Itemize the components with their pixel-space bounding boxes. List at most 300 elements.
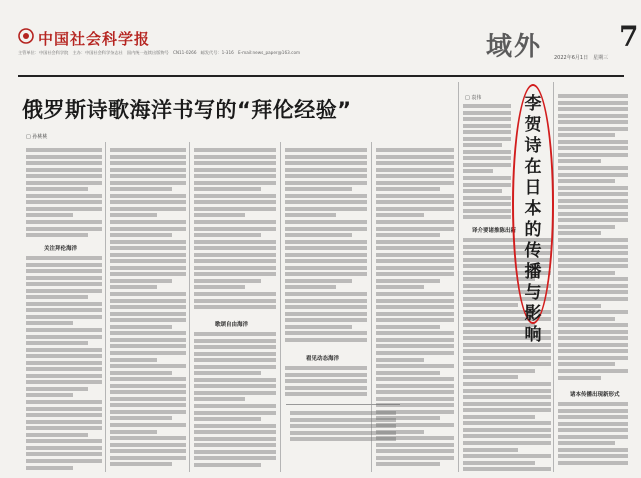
text-line: [110, 161, 186, 165]
text-line: [285, 331, 367, 335]
text-line: [110, 220, 186, 224]
text-line: [285, 318, 367, 322]
text-line: [26, 220, 102, 224]
text-line: [285, 213, 336, 217]
text-line: [558, 304, 601, 308]
text-line: [558, 323, 628, 327]
article-column-text: [26, 148, 102, 240]
text-line: [110, 371, 172, 375]
text-line: [26, 367, 102, 371]
text-line: [285, 366, 367, 370]
text-line: [376, 227, 454, 231]
text-line: [376, 423, 454, 427]
text-line: [26, 361, 102, 365]
text-line: [194, 259, 276, 263]
text-line: [194, 200, 276, 204]
text-line: [558, 225, 615, 229]
text-line: [285, 168, 367, 172]
text-line: [558, 146, 628, 150]
text-line: [376, 155, 454, 159]
text-line: [285, 312, 367, 316]
text-line: [110, 331, 186, 335]
text-line: [558, 376, 601, 380]
text-line: [463, 415, 535, 419]
text-line: [376, 403, 454, 407]
text-line: [194, 450, 276, 454]
text-line: [376, 371, 440, 375]
text-line: [194, 437, 276, 441]
text-line: [558, 290, 628, 294]
text-line: [194, 424, 276, 428]
text-line: [558, 258, 628, 262]
text-line: [376, 397, 454, 401]
text-line: [558, 245, 628, 249]
text-line: [194, 220, 276, 224]
text-line: [463, 209, 511, 213]
text-line: [558, 264, 628, 268]
article-column-text: [110, 148, 186, 474]
newspaper-logo-icon: [18, 28, 34, 44]
text-line: [26, 400, 102, 404]
text-line: [376, 416, 440, 420]
text-line: [463, 303, 518, 307]
text-line: [194, 227, 276, 231]
text-line: [558, 120, 628, 124]
text-line: [558, 199, 628, 203]
text-line: [463, 150, 511, 154]
text-line: [463, 395, 551, 399]
masthead: [18, 20, 639, 70]
text-line: [110, 272, 186, 276]
text-line: [194, 365, 276, 369]
text-line: [110, 416, 172, 420]
text-line: [558, 94, 628, 98]
text-line: [110, 259, 186, 263]
text-line: [110, 430, 157, 434]
sidebar-column-text: [558, 94, 628, 386]
text-line: [26, 452, 102, 456]
text-line: [194, 305, 276, 309]
text-line: [463, 428, 551, 432]
text-line: [110, 155, 186, 159]
text-line: [558, 362, 615, 366]
text-line: [463, 349, 551, 353]
text-line: [285, 220, 367, 224]
text-line: [376, 259, 454, 263]
text-line: [463, 196, 511, 200]
text-line: [285, 386, 367, 390]
text-line: [285, 187, 352, 191]
text-line: [558, 330, 628, 334]
text-line: [285, 266, 367, 270]
text-line: [376, 213, 424, 217]
text-line: [110, 338, 186, 342]
text-line: [463, 467, 551, 471]
text-line: [26, 161, 102, 165]
text-line: [110, 390, 186, 394]
text-line: [285, 253, 367, 257]
text-line: [376, 161, 454, 165]
text-line: [110, 187, 172, 191]
text-line: [110, 253, 186, 257]
text-line: [463, 448, 518, 452]
column-divider: [458, 82, 459, 472]
text-line: [376, 364, 454, 368]
text-line: [26, 433, 88, 437]
text-line: [558, 140, 628, 144]
text-line: [376, 384, 454, 388]
text-line: [194, 285, 245, 289]
text-line: [558, 101, 628, 105]
text-line: [194, 339, 276, 343]
text-line: [376, 299, 454, 303]
text-line: [463, 124, 511, 128]
text-line: [26, 387, 88, 391]
text-line: [285, 200, 367, 204]
text-line: [376, 338, 454, 342]
text-line: [463, 454, 551, 458]
text-line: [110, 358, 157, 362]
text-line: [558, 238, 628, 242]
text-line: [376, 325, 440, 329]
text-line: [194, 397, 245, 401]
text-line: [26, 380, 102, 384]
text-line: [26, 413, 102, 417]
page-number: 7: [619, 20, 639, 53]
article-headline: 俄罗斯诗歌海洋书写的“拜伦经验”: [22, 98, 352, 122]
text-line: [194, 174, 276, 178]
text-line: [463, 389, 551, 393]
text-line: [376, 344, 454, 348]
text-line: [110, 174, 186, 178]
text-line: [463, 111, 511, 115]
text-line: [376, 318, 454, 322]
text-line: [558, 251, 628, 255]
text-line: [558, 310, 628, 314]
text-line: [376, 187, 440, 191]
text-line: [376, 148, 454, 152]
text-line: [26, 328, 102, 332]
text-line: [26, 466, 73, 470]
text-line: [558, 277, 628, 281]
text-line: [26, 302, 102, 306]
text-line: [194, 266, 276, 270]
text-line: [26, 439, 102, 443]
text-line: [558, 186, 628, 190]
text-line: [376, 168, 454, 172]
section-title: 域外: [486, 32, 543, 62]
article-subhead: 歌颂自由海洋: [215, 322, 249, 328]
text-line: [558, 454, 628, 458]
text-line: [194, 161, 276, 165]
text-line: [376, 246, 454, 250]
text-line: [558, 133, 615, 137]
text-line: [26, 276, 102, 280]
text-line: [463, 362, 551, 366]
text-line: [285, 148, 367, 152]
text-line: [110, 397, 186, 401]
text-line: [26, 148, 102, 152]
text-line: [285, 174, 367, 178]
text-line: [110, 443, 186, 447]
text-line: [376, 305, 454, 309]
text-line: [26, 374, 102, 378]
text-line: [558, 441, 615, 445]
text-line: [558, 153, 628, 157]
text-line: [558, 166, 628, 170]
column-divider: [189, 142, 190, 472]
text-line: [26, 308, 102, 312]
text-line: [26, 420, 102, 424]
text-line: [463, 104, 511, 108]
text-line: [558, 218, 628, 222]
article-subhead: 关注拜伦海洋: [44, 246, 78, 252]
text-line: [558, 409, 628, 413]
text-line: [26, 446, 102, 450]
article-column-text: [285, 148, 367, 350]
sidebar-subhead: 译介要诸推陈出新: [472, 228, 517, 234]
text-line: [26, 282, 102, 286]
text-line: [110, 410, 186, 414]
text-line: [194, 299, 276, 303]
text-line: [26, 174, 102, 178]
text-line: [463, 183, 511, 187]
text-line: [376, 233, 440, 237]
text-line: [376, 443, 454, 447]
text-line: [110, 285, 157, 289]
text-line: [110, 266, 186, 270]
article-byline: □ 孙桃桃: [26, 134, 48, 140]
text-line: [558, 127, 628, 131]
text-line: [110, 240, 186, 244]
article-column-text: [285, 366, 367, 402]
text-line: [194, 279, 261, 283]
text-line: [26, 207, 102, 211]
text-line: [194, 463, 261, 467]
text-line: [194, 345, 276, 349]
masthead-rule: [18, 75, 624, 77]
text-line: [376, 377, 454, 381]
text-line: [558, 271, 615, 275]
text-line: [26, 321, 73, 325]
text-line: [110, 423, 186, 427]
text-line: [285, 379, 367, 383]
text-line: [110, 305, 186, 309]
text-line: [285, 338, 367, 342]
text-line: [376, 181, 454, 185]
text-line: [194, 213, 245, 217]
text-line: [194, 352, 276, 356]
masthead-meta-line: 主管单位：中国社会科学院 主办：中国社会科学杂志社 国内统一连续出版物号 CN11-0266 邮发代号：1-316 E-mail:news_paper@163.com: [18, 50, 301, 55]
text-line: [285, 240, 367, 244]
text-line: [110, 456, 186, 460]
text-line: [110, 299, 186, 303]
text-line: [285, 181, 367, 185]
text-line: [376, 358, 424, 362]
text-line: [376, 220, 454, 224]
text-line: [558, 173, 628, 177]
text-line: [110, 194, 186, 198]
text-line: [26, 155, 102, 159]
text-line: [26, 407, 102, 411]
text-line: [376, 331, 454, 335]
paper-name: 中国社会科学报: [38, 30, 151, 48]
text-line: [285, 207, 367, 211]
text-line: [558, 336, 628, 340]
text-line: [110, 246, 186, 250]
text-line: [26, 269, 102, 273]
text-line: [558, 415, 628, 419]
article-column-text: [376, 148, 454, 474]
text-line: [558, 114, 628, 118]
text-line: [558, 356, 628, 360]
text-line: [110, 279, 172, 283]
text-line: [26, 227, 102, 231]
text-line: [463, 137, 511, 141]
text-line: [194, 168, 276, 172]
text-line: [558, 107, 628, 111]
text-line: [26, 263, 102, 267]
text-line: [194, 358, 276, 362]
text-line: [110, 462, 172, 466]
sidebar-column-text: [463, 104, 511, 222]
text-line: [463, 356, 551, 360]
text-line: [463, 156, 511, 160]
article-column-text: [194, 148, 276, 316]
text-line: [285, 227, 367, 231]
text-line: [110, 318, 186, 322]
text-line: [110, 377, 186, 381]
sidebar-subhead: 诸本传播出现新形式: [570, 392, 620, 398]
text-line: [26, 256, 102, 260]
text-line: [558, 422, 628, 426]
text-line: [110, 200, 186, 204]
text-line: [558, 349, 628, 353]
text-line: [194, 187, 261, 191]
text-line: [463, 375, 518, 379]
text-line: [26, 295, 88, 299]
text-line: [558, 192, 628, 196]
text-line: [110, 436, 186, 440]
text-line: [376, 174, 454, 178]
text-line: [285, 299, 367, 303]
text-line: [26, 393, 73, 397]
text-line: [376, 279, 440, 283]
text-line: [558, 428, 628, 432]
text-line: [194, 253, 276, 257]
text-line: [285, 161, 367, 165]
text-line: [376, 436, 454, 440]
text-line: [463, 402, 551, 406]
text-line: [558, 461, 628, 465]
text-line: [285, 292, 367, 296]
text-line: [463, 169, 493, 173]
text-line: [194, 272, 276, 276]
text-line: [110, 233, 172, 237]
text-line: [26, 315, 102, 319]
text-line: [26, 213, 73, 217]
text-line: [463, 117, 511, 121]
text-line: [463, 215, 511, 219]
article-column-text: [26, 256, 102, 474]
text-line: [558, 435, 628, 439]
text-line: [376, 272, 454, 276]
text-line: [558, 159, 601, 163]
text-line: [558, 205, 628, 209]
text-line: [110, 325, 172, 329]
text-line: [463, 143, 502, 147]
text-line: [463, 369, 535, 373]
text-line: [110, 181, 186, 185]
text-line: [194, 207, 276, 211]
text-line: [376, 200, 454, 204]
text-line: [285, 325, 352, 329]
text-line: [463, 382, 551, 386]
text-line: [194, 417, 261, 421]
text-line: [194, 233, 261, 237]
text-line: [194, 443, 276, 447]
sidebar-kicker: □ 袁伟: [465, 95, 482, 101]
article-column-text: [194, 332, 276, 474]
text-line: [110, 168, 186, 172]
text-line: [376, 266, 454, 270]
column-divider: [280, 142, 281, 472]
text-line: [558, 369, 628, 373]
text-line: [26, 168, 102, 172]
text-line: [558, 297, 628, 301]
article-subhead: 看见动态海洋: [306, 356, 340, 362]
text-line: [194, 148, 276, 152]
text-line: [376, 390, 454, 394]
text-line: [285, 279, 352, 283]
text-line: [376, 253, 454, 257]
text-line: [376, 351, 454, 355]
text-line: [26, 181, 102, 185]
text-line: [285, 373, 367, 377]
text-line: [194, 371, 261, 375]
text-line: [26, 187, 88, 191]
text-line: [376, 430, 424, 434]
text-line: [26, 426, 102, 430]
text-line: [463, 434, 551, 438]
text-line: [194, 194, 276, 198]
text-line: [376, 449, 454, 453]
text-line: [110, 227, 186, 231]
issue-date: 2022年6月1日 星期三: [554, 55, 609, 61]
text-line: [194, 246, 276, 250]
text-line: [26, 335, 102, 339]
text-line: [376, 292, 454, 296]
text-line: [110, 207, 186, 211]
text-line: [285, 155, 367, 159]
text-line: [110, 384, 186, 388]
text-line: [463, 421, 551, 425]
text-line: [558, 284, 628, 288]
text-line: [194, 292, 276, 296]
text-line: [376, 410, 454, 414]
text-line: [194, 240, 276, 244]
text-line: [463, 202, 511, 206]
text-line: [285, 392, 367, 396]
text-line: [194, 456, 276, 460]
text-line: [26, 341, 88, 345]
text-line: [558, 343, 628, 347]
text-line: [463, 130, 511, 134]
text-line: [194, 404, 276, 408]
text-line: [376, 462, 440, 466]
text-line: [110, 213, 157, 217]
sidebar-column-text: [558, 402, 628, 474]
